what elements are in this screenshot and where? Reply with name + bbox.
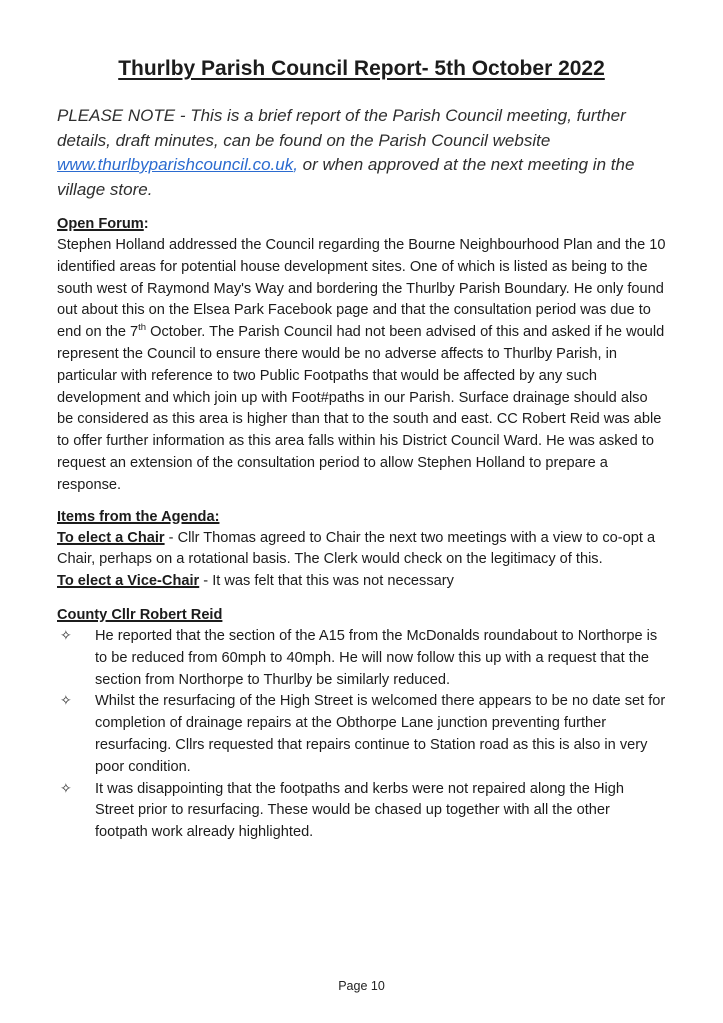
- agenda-item-elect-chair: [57, 528, 666, 572]
- page-title: [57, 55, 666, 83]
- elect-vice-chair-label: To elect a Vice-Chair: [57, 573, 200, 590]
- list-item: [57, 626, 666, 691]
- open-forum-heading: [57, 213, 666, 235]
- elect-chair-label: To elect a Chair: [57, 529, 165, 546]
- open-forum-text-1: Stephen Holland addressed the Council regarding the Bourne Neighbourhood Plan and the 10 identified areas for potential house development sites. One of which is listed as being to the south west of Raymond May's Way and bordering the Thurlby Parish Boundary. He only found out about this on the Elsea Park Facebook page and that the consultation period was due to end on the 7: [57, 237, 666, 341]
- list-item: [57, 779, 666, 844]
- notice-text-before-link: PLEASE NOTE - This is a brief report of the Parish Council meeting, further details, draft minutes, can be found on the Parish Council website: [57, 106, 626, 150]
- county-cllr-heading-text: County Cllr Robert Reid: [57, 606, 223, 623]
- open-forum-paragraph: [57, 235, 666, 497]
- notice-link-comma: ,: [293, 155, 298, 174]
- open-forum-heading-colon: :: [143, 216, 149, 232]
- bullet-text-high-street-resurfacing: Whilst the resurfacing of the High Street is welcomed there appears to be no date set for completion of drainage repairs at the Obthorpe Lane junction preventing further resurfacing. Cllrs requested that repairs continue to Station road as this is also in very poor condition.: [95, 693, 666, 775]
- bullet-text-footpaths-kerbs: It was disappointing that the footpaths and kerbs were not repaired along the High Street prior to resurfacing. These would be chased up together with all the other footpath work already highlighted.: [95, 780, 624, 841]
- open-forum-heading-text: Open Forum: [57, 216, 144, 232]
- notice-paragraph: [57, 104, 666, 202]
- open-forum-text-2: October. The Parish Council had not been advised of this and asked if he would represent the Council to ensure there would be no adverse affects to Thurlby Parish, in particular with reference to two Public Footpaths that would be affected by any such development and which join up with Foot#paths in our Parish. Surface drainage should also be considered as this area is higher than that to the south and east. CC Robert Reid was able to offer further information as this area falls within his District Council Ward. He was asked to request an extension of the consultation period to allow Stephen Holland to prepare a response.: [57, 324, 665, 493]
- diamond-bullet-icon: ✧: [60, 627, 72, 644]
- county-cllr-bullet-list: [57, 626, 666, 844]
- page-title-text: Thurlby Parish Council Report- 5th October 2022: [118, 57, 605, 80]
- agenda-heading: [57, 506, 666, 528]
- diamond-bullet-icon: ✧: [60, 693, 72, 710]
- ordinal-superscript: th: [138, 322, 147, 334]
- diamond-bullet-icon: ✧: [60, 780, 72, 797]
- bullet-text-a15-speed: He reported that the section of the A15 from the McDonalds roundabout to Northorpe is to be reduced from 60mph to 40mph. He will now follow this up with a request that the section from Northorpe to Thurlby be similarly reduced.: [95, 627, 658, 688]
- agenda-item-elect-vice-chair: [57, 571, 666, 593]
- notice-text-after-link: or when approved at the next meeting in the village store.: [57, 155, 635, 199]
- parish-council-website-link[interactable]: www.thurlbyparishcouncil.co.uk: [57, 155, 294, 174]
- county-cllr-heading: [57, 604, 666, 626]
- elect-vice-chair-text: - It was felt that this was not necessary: [199, 573, 454, 590]
- elect-chair-text: - Cllr Thomas agreed to Chair the next two meetings with a view to co-opt a Chair, perhaps on a rotational basis. The Clerk would check on the legitimacy of this.: [57, 529, 656, 568]
- agenda-heading-text: Items from the Agenda:: [57, 508, 220, 525]
- page-number: Page 10: [338, 979, 385, 993]
- list-item: [57, 691, 666, 778]
